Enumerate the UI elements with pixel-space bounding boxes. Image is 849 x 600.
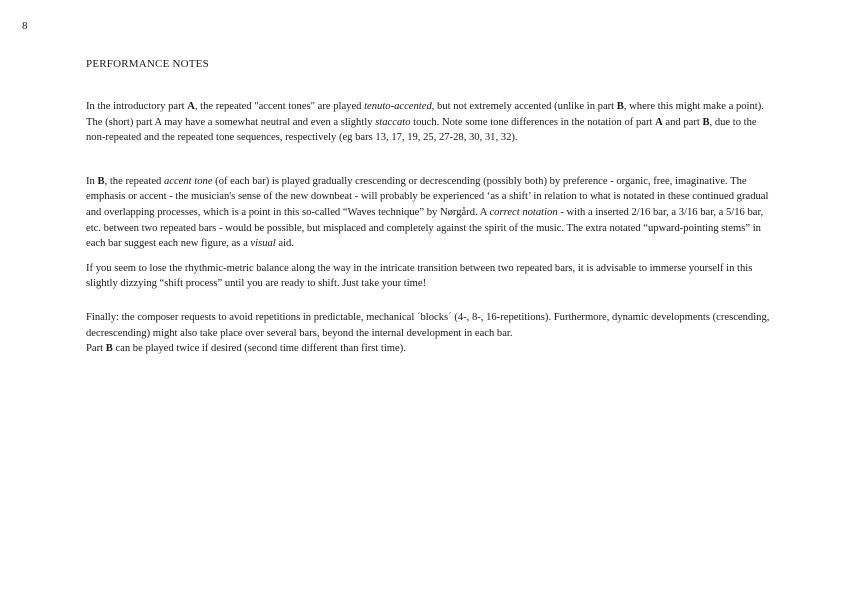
text-run: and part <box>662 116 703 128</box>
text-run: , due to the non-repeated and the repeated tone sequences, respectively (eg bars 13, 17, 19, 25, 27-28, 30, 31, 32). <box>86 116 757 144</box>
text-run: , the repeated <box>104 175 164 187</box>
page-content <box>86 58 776 357</box>
page-number: 8 <box>22 20 28 32</box>
text-run: Finally: the composer requests to avoid repetitions in predictable, mechanical ´blocks´ (4-, 8-, 16-repetitions). Furthermore, dynamic developments (crescending, decrescending) might also take place over several bars, beyond the internal development in each bar. <box>86 311 770 339</box>
paragraph-part-b <box>86 174 776 252</box>
text-run: aid. <box>275 238 294 250</box>
bold-run: B <box>97 175 105 187</box>
italic-run: accent tone <box>163 175 213 187</box>
paragraph-finally <box>86 310 776 357</box>
bold-run: B <box>105 343 113 355</box>
paragraph-part-a <box>86 99 776 146</box>
bold-run: A <box>187 101 195 112</box>
italic-run: tenuto-accented <box>364 101 432 112</box>
text-run: In the introductory part <box>86 101 188 112</box>
text-run: (of each bar) is played gradually crescending or decrescending (possibly both) by preference - organic, free, imaginative. The emphasis or accent - the musician's sense of the new downbeat - will probably be experienced ‘as a shift’ in relation to what is notated in these continued gradual and overlapping processes, which is a point in this so-called “Waves technique” by Nørgård. A <box>86 175 769 218</box>
text-run: In <box>86 175 98 187</box>
italic-run: visual <box>250 238 276 250</box>
text-run: - with a inserted 2/16 bar, a 3/16 bar, a 5/16 bar, etc. between two repeated bars - would be possible, but misplaced and completely against the spirit of the music. The extra notated “upward-pointing stems” in each bar suggest each new figure, as a <box>86 206 764 250</box>
text-run: , but not extremely accented (unlike in part <box>431 101 617 112</box>
text-run: touch. Note some tone differences in the notation of part <box>410 116 656 128</box>
text-run: Part <box>86 343 106 355</box>
italic-run: staccato <box>375 116 411 128</box>
bold-run: B <box>702 116 710 128</box>
bold-run: A <box>655 116 663 128</box>
bold-run: B <box>616 101 624 112</box>
text-run: , where this might make a point). The (short) part A may have a somewhat neutral and even a slightly <box>86 101 764 128</box>
section-heading: PERFORMANCE NOTES <box>86 58 209 70</box>
paragraph-balance: If you seem to lose the rhythmic-metric balance along the way in the intricate transition between two repeated bars, it is advisable to immerse yourself in this slightly dizzying “shift process” until you are ready to shift. Just take your time! <box>86 262 753 290</box>
text-run: , the repeated "accent tones" are played <box>194 101 365 112</box>
text-run: can be played twice if desired (second time different than first time). <box>112 343 406 355</box>
italic-run: correct notation <box>489 206 558 218</box>
